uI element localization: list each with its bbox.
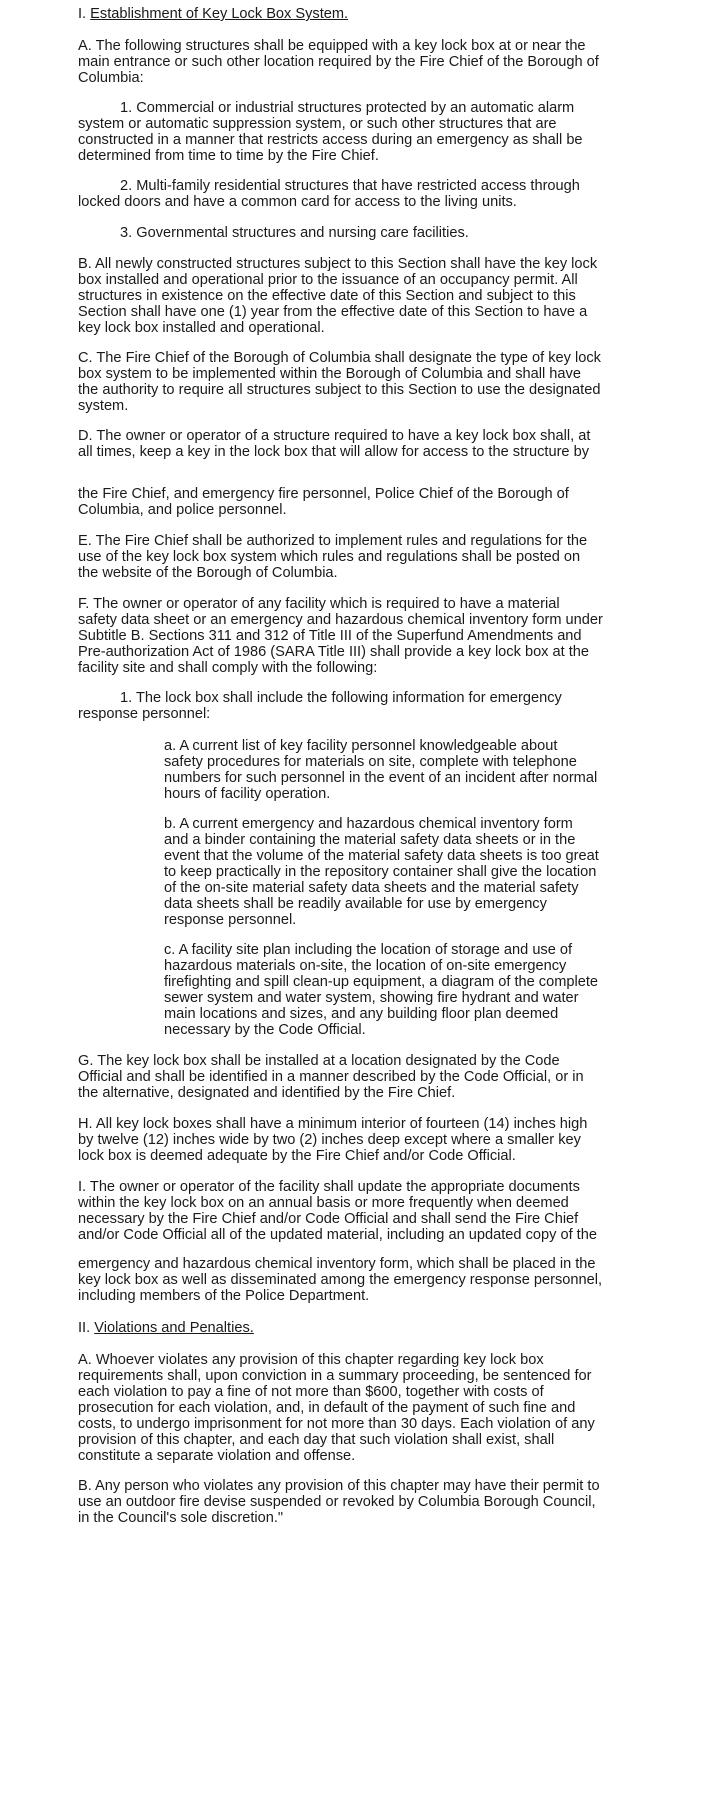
text-line: and/or Code Official all of the updated material, including an updated copy of the: [78, 1227, 597, 1243]
paragraph-A3: [78, 225, 469, 241]
text-line: numbers for such personnel in the event of an incident after normal: [164, 770, 598, 786]
text-line: prosecution for each violation, and, in default of the payment of such fine and: [78, 1400, 576, 1416]
text-line: within the key lock box on an annual basis or more frequently when deemed: [78, 1195, 569, 1211]
section-title: Establishment of Key Lock Box System.: [90, 6, 349, 22]
text-line: event that the volume of the material safety data sheets is too great: [164, 848, 599, 864]
text-line: determined from time to time by the Fire Chief.: [78, 148, 379, 164]
paragraph-F1b: [164, 816, 599, 928]
paragraph-F1a: [164, 738, 597, 802]
text-line: c. A facility site plan including the location of storage and use of: [164, 942, 573, 958]
text-line: locked doors and have a common card for access to the living units.: [78, 194, 517, 210]
text-line: necessary by the Fire Chief and/or Code Official and shall send the Fire Chief: [78, 1211, 579, 1227]
text-line: constitute a separate violation and offense.: [78, 1448, 356, 1464]
paragraph-F1: [78, 690, 562, 722]
text-line: use of the key lock box system which rules and regulations shall be posted on: [78, 549, 581, 565]
text-line: requirements shall, upon conviction in a summary proceeding, be sentenced for: [78, 1368, 592, 1384]
section-heading-violations: [78, 1320, 254, 1336]
paragraph-F1c: [164, 942, 598, 1038]
paragraph-D: [78, 428, 590, 460]
text-line: by twelve (12) inches wide by two (2) inches deep except where a smaller key: [78, 1132, 581, 1148]
text-line: H. All key lock boxes shall have a minimum interior of fourteen (14) inches high: [78, 1116, 588, 1132]
text-line: of the on-site material safety data sheets and the material safety: [164, 880, 579, 896]
text-line: hours of facility operation.: [164, 786, 331, 802]
text-line: constructed in a manner that restricts access during an emergency as shall be: [78, 132, 583, 148]
paragraph-violations-A: [78, 1352, 595, 1464]
paragraph-A2: [78, 178, 580, 210]
text-line: key lock box installed and operational.: [78, 320, 325, 336]
text-line: and a binder containing the material safety data sheets or in the: [164, 832, 576, 848]
text-line: 1. The lock box shall include the following information for emergency: [120, 690, 562, 706]
paragraph-D-continued: [78, 486, 569, 518]
text-line: Section shall have one (1) year from the effective date of this Section to have a: [78, 304, 588, 320]
text-line: structures in existence on the effective date of this Section and subject to this: [78, 288, 576, 304]
text-line: response personnel:: [78, 706, 211, 722]
text-line: including members of the Police Department.: [78, 1288, 370, 1304]
text-line: in the Council's sole discretion.": [78, 1510, 284, 1526]
text-line: F. The owner or operator of any facility which is required to have a material: [78, 596, 560, 612]
text-line: 3. Governmental structures and nursing care facilities.: [120, 225, 469, 241]
text-line: lock box is deemed adequate by the Fire Chief and/or Code Official.: [78, 1148, 516, 1164]
section-number: II.: [78, 1320, 91, 1336]
paragraph-A1: [78, 100, 583, 164]
text-line: A. Whoever violates any provision of this chapter regarding key lock box: [78, 1352, 544, 1368]
text-line: Columbia:: [78, 70, 144, 86]
paragraph-G: [78, 1053, 584, 1101]
text-line: Subtitle B. Sections 311 and 312 of Title III of the Superfund Amendments and: [78, 628, 582, 644]
text-line: use an outdoor fire devise suspended or revoked by Columbia Borough Council,: [78, 1494, 596, 1510]
text-line: system or automatic suppression system, or such other structures that are: [78, 116, 557, 132]
text-line: sewer system and water system, showing fire hydrant and water: [164, 990, 579, 1006]
section-heading-establishment: [78, 6, 348, 22]
text-line: B. Any person who violates any provision of this chapter may have their permit to: [78, 1478, 600, 1494]
text-line: facility site and shall comply with the following:: [78, 660, 378, 676]
text-line: each violation to pay a fine of not more than $600, together with costs of: [78, 1384, 544, 1400]
text-line: 2. Multi-family residential structures that have restricted access through: [120, 178, 580, 194]
text-line: response personnel.: [164, 912, 297, 928]
text-line: I. The owner or operator of the facility shall update the appropriate documents: [78, 1179, 580, 1195]
text-line: D. The owner or operator of a structure required to have a key lock box shall, at: [78, 428, 591, 444]
text-line: the website of the Borough of Columbia.: [78, 565, 338, 581]
paragraph-B: [78, 256, 597, 336]
text-line: key lock box as well as disseminated among the emergency response personnel,: [78, 1272, 603, 1288]
paragraph-I: [78, 1179, 597, 1243]
paragraph-H: [78, 1116, 587, 1164]
text-line: a. A current list of key facility personnel knowledgeable about: [164, 738, 558, 754]
text-line: box installed and operational prior to the issuance of an occupancy permit. All: [78, 272, 578, 288]
text-line: the alternative, designated and identified by the Fire Chief.: [78, 1085, 456, 1101]
text-line: main entrance or such other location required by the Fire Chief of the Borough of: [78, 54, 599, 70]
text-line: 1. Commercial or industrial structures protected by an automatic alarm: [120, 100, 575, 116]
paragraph-I-continued: [78, 1256, 602, 1304]
text-line: B. All newly constructed structures subject to this Section shall have the key lock: [78, 256, 598, 272]
text-line: A. The following structures shall be equipped with a key lock box at or near the: [78, 38, 586, 54]
text-line: safety procedures for materials on site, complete with telephone: [164, 754, 577, 770]
text-line: hazardous materials on-site, the location of on-site emergency: [164, 958, 567, 974]
section-title: Violations and Penalties.: [94, 1320, 254, 1336]
text-line: the Fire Chief, and emergency fire personnel, Police Chief of the Borough of: [78, 486, 569, 502]
paragraph-violations-B: [78, 1478, 600, 1526]
text-line: Pre-authorization Act of 1986 (SARA Title III) shall provide a key lock box at the: [78, 644, 590, 660]
text-line: G. The key lock box shall be installed at a location designated by the Code: [78, 1053, 560, 1069]
text-line: safety data sheet or an emergency and hazardous chemical inventory form under: [78, 612, 603, 628]
text-line: necessary by the Code Official.: [164, 1022, 366, 1038]
paragraph-E: [78, 533, 587, 581]
text-line: costs, to undergo imprisonment for not more than 30 days. Each violation of any: [78, 1416, 595, 1432]
text-line: the authority to require all structures subject to this Section to use the designated: [78, 382, 601, 398]
text-line: Columbia, and police personnel.: [78, 502, 287, 518]
text-line: box system to be implemented within the Borough of Columbia and shall have: [78, 366, 581, 382]
section-number: I.: [78, 6, 87, 22]
text-line: all times, keep a key in the lock box that will allow for access to the structure by: [78, 444, 590, 460]
text-line: data sheets shall be readily available for use by emergency: [164, 896, 547, 912]
text-line: b. A current emergency and hazardous chemical inventory form: [164, 816, 573, 832]
paragraph-C: [78, 350, 601, 414]
text-line: provision of this chapter, and each day that such violation shall exist, shall: [78, 1432, 555, 1448]
paragraph-A: [78, 38, 599, 86]
text-line: firefighting and spill clean-up equipment, a diagram of the complete: [164, 974, 599, 990]
text-line: Official and shall be identified in a manner described by the Code Official, or in: [78, 1069, 584, 1085]
paragraph-F: [78, 596, 603, 676]
text-line: to keep practically in the repository container shall give the location: [164, 864, 597, 880]
text-line: emergency and hazardous chemical inventory form, which shall be placed in the: [78, 1256, 596, 1272]
text-line: E. The Fire Chief shall be authorized to implement rules and regulations for the: [78, 533, 588, 549]
text-line: C. The Fire Chief of the Borough of Columbia shall designate the type of key lock: [78, 350, 601, 366]
text-line: system.: [78, 398, 129, 414]
text-line: main locations and sizes, and any building floor plan deemed: [164, 1006, 559, 1022]
